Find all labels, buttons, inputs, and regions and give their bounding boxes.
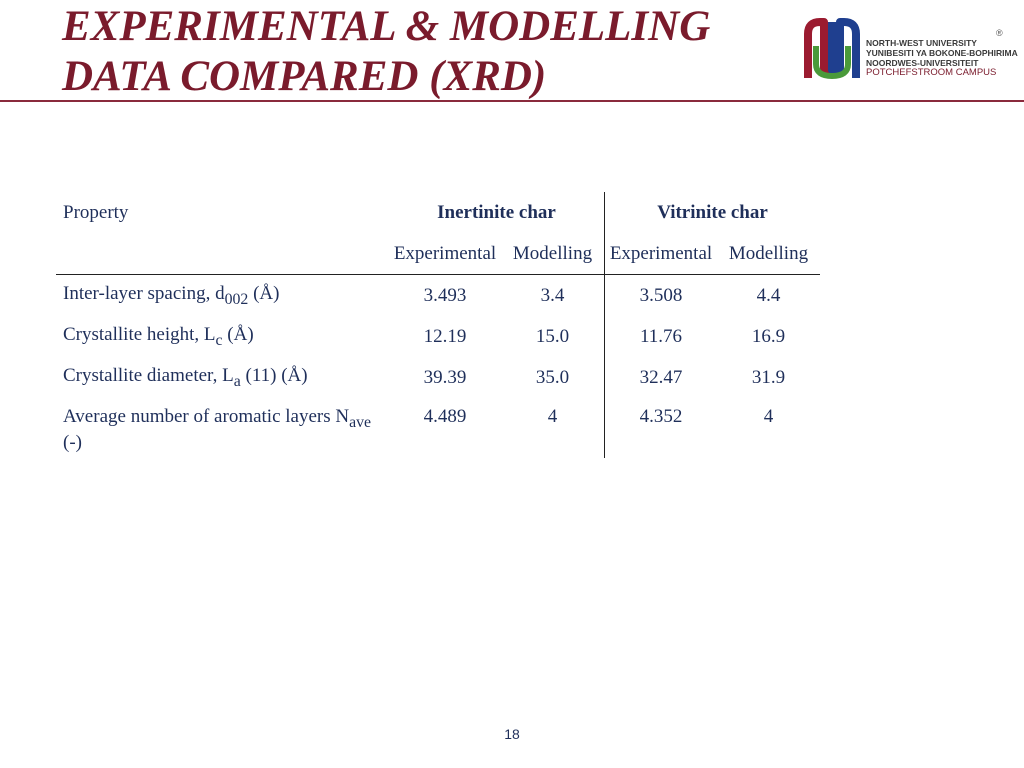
- property-subscript: c: [215, 331, 223, 349]
- value-cell: 15.0: [535, 325, 570, 347]
- value-cell: 4.352: [605, 398, 718, 458]
- xrd-comparison-table: [56, 192, 820, 458]
- value-cell: 31.9: [751, 366, 786, 388]
- value-cell: 3.493: [423, 284, 467, 306]
- page-number: 18: [504, 726, 520, 742]
- property-label: [56, 275, 389, 317]
- value-cell: 3.4: [540, 284, 565, 306]
- logo-line: YUNIBESITI YA BOKONE-BOPHIRIMA: [866, 48, 1018, 58]
- logo-line: NORTH-WEST UNIVERSITY: [866, 38, 977, 48]
- table-subheader-row: [56, 233, 820, 275]
- table-row: [56, 275, 820, 317]
- table-row: [56, 357, 820, 398]
- table-header-row: [56, 192, 820, 233]
- logo-wordmark: [866, 38, 1018, 78]
- group-header-vitrinite: Vitrinite char: [605, 192, 821, 233]
- registered-mark: ®: [996, 28, 1003, 38]
- property-suffix: (-): [63, 431, 82, 453]
- property-label: [56, 316, 389, 357]
- property-subscript: a: [233, 372, 241, 390]
- logo-line: NOORDWES-UNIVERSITEIT: [866, 58, 979, 68]
- value-cell: 4.489: [423, 406, 467, 427]
- value-cell: 3.508: [605, 275, 718, 317]
- subheader-cell: Experimental: [605, 233, 718, 275]
- university-logo: [802, 18, 1018, 84]
- property-label-text: Average number of aromatic layers N: [63, 406, 350, 427]
- value-cell: 4: [547, 406, 558, 427]
- property-subscript: 002: [224, 290, 249, 308]
- property-label: [56, 357, 389, 398]
- value-cell: 32.47: [605, 357, 718, 398]
- subheader-cell: Modelling: [501, 233, 605, 275]
- property-header: Property: [63, 201, 129, 223]
- property-label-text: Crystallite diameter, L: [63, 364, 234, 386]
- table-row: [56, 398, 820, 458]
- property-suffix: (11) (Å): [240, 364, 308, 386]
- value-cell: 4.4: [756, 284, 781, 306]
- empty-cell: [56, 233, 389, 275]
- value-cell: 12.19: [423, 325, 467, 347]
- title-divider: [0, 100, 1024, 102]
- value-cell: 35.0: [535, 366, 570, 388]
- property-label-text: Inter-layer spacing, d: [63, 282, 225, 304]
- value-cell: 4: [763, 406, 774, 427]
- property-suffix: (Å): [248, 282, 280, 304]
- logo-campus: POTCHEFSTROOM CAMPUS: [866, 67, 997, 78]
- nwu-logo-mark-icon: [802, 18, 862, 82]
- value-cell: 39.39: [423, 366, 467, 388]
- slide-title: EXPERIMENTAL & MODELLING DATA COMPARED (XRD): [62, 3, 711, 100]
- value-cell: 11.76: [605, 316, 718, 357]
- value-cell: 16.9: [751, 325, 786, 347]
- property-suffix: (Å): [222, 323, 254, 345]
- table-row: [56, 316, 820, 357]
- property-label-text: Crystallite height, L: [63, 323, 216, 345]
- property-subscript: ave: [349, 413, 372, 431]
- property-label: [56, 398, 389, 458]
- subheader-cell: Experimental: [389, 233, 501, 275]
- group-header-inertinite: Inertinite char: [437, 201, 556, 223]
- subheader-cell: Modelling: [717, 233, 820, 275]
